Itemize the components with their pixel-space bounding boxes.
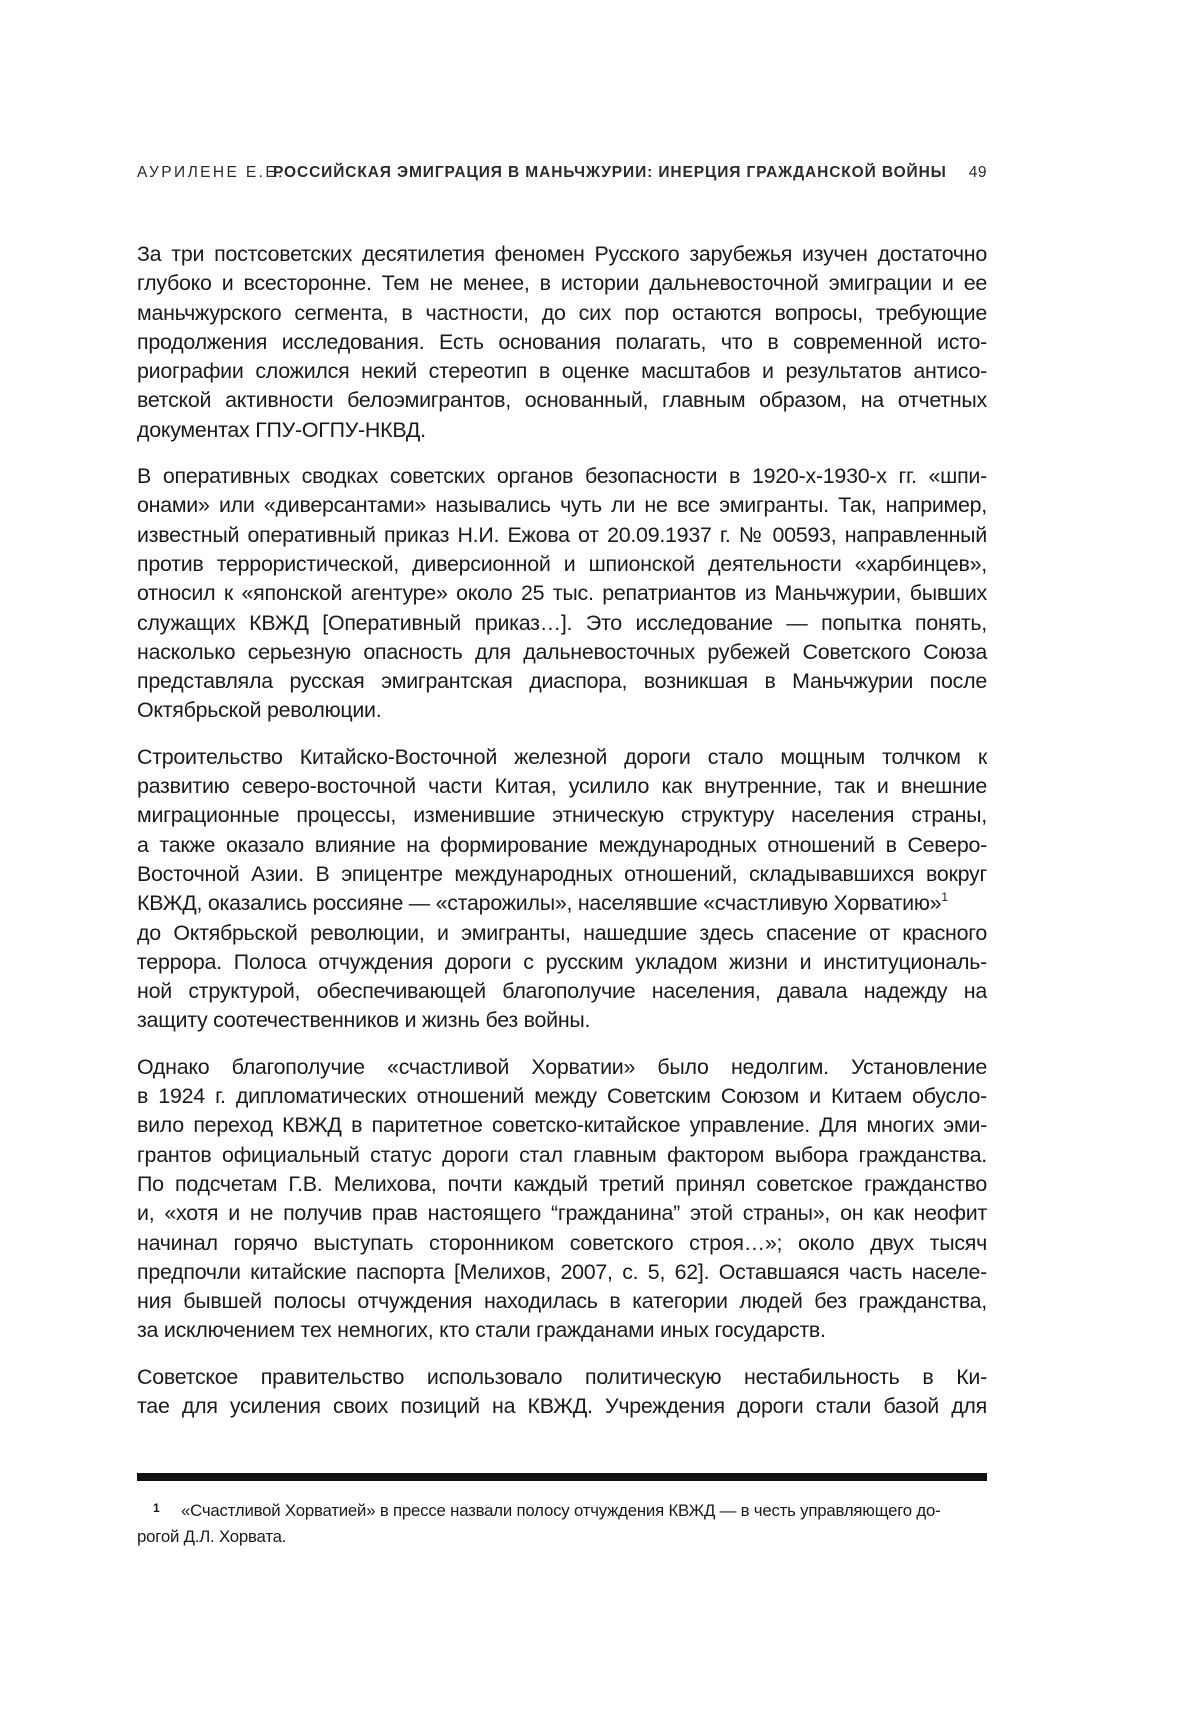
text-line: до Октябрьской революции, и эмигранты, нашедшие здесь спасение от красного — [137, 919, 987, 948]
text-line: в 1924 г. дипломатических отношений между Советским Союзом и Китаем обусло- — [137, 1082, 987, 1111]
text-line: В оперативных сводках советских органов безопасности в 1920-х-1930-х гг. «шпи- — [137, 462, 987, 491]
paragraph-4 — [137, 1053, 987, 1346]
text-line: маньчжурского сегмента, в частности, до сих пор остаются вопросы, требующие — [137, 299, 987, 328]
footnote-reference[interactable]: 1 — [941, 890, 947, 904]
text-line: миграционные процессы, изменившие этническую структуру населения страны, — [137, 801, 987, 830]
text-line: представляла русская эмигрантская диаспора, возникшая в Маньчжурии после — [137, 667, 987, 696]
text-line: предпочли китайские паспорта [Мелихов, 2007, с. 5, 62]. Оставшаяся часть населе- — [137, 1258, 987, 1287]
text-line: Советское правительство использовало политическую нестабильность в Ки- — [137, 1363, 987, 1392]
footnote-line: рогой Д.Л. Хорвата. — [137, 1524, 987, 1550]
text-line — [137, 889, 987, 918]
text-line: служащих КВЖД [Оперативный приказ…]. Это исследование — попытка понять, — [137, 609, 987, 638]
footnote-number: 1 — [153, 1495, 159, 1521]
page-number: 49 — [969, 164, 987, 182]
text-line: ния бывшей полосы отчуждения находилась в категории людей без гражданства, — [137, 1287, 987, 1316]
text-line: онами» или «диверсантами» назывались чуть ли не все эмигранты. Так, например, — [137, 491, 987, 520]
header-author: АУРИЛЕНЕ Е.Е. — [137, 164, 285, 182]
text-line: Однако благополучие «счастливой Хорватии» было недолгим. Установление — [137, 1053, 987, 1082]
paragraph-3 — [137, 743, 987, 1036]
paragraph-2 — [137, 462, 987, 726]
text-line: за исключением тех немногих, кто стали гражданами иных государств. — [137, 1316, 987, 1345]
text-line: глубоко и всесторонне. Тем не менее, в истории дальневосточной эмиграции и ее — [137, 269, 987, 298]
text-line: и, «хотя и не получив прав настоящего “гражданина” этой страны», он как неофит — [137, 1199, 987, 1228]
paragraph-1 — [137, 240, 987, 445]
text-line: ной структурой, обеспечивающей благополучие населения, давала надежду на — [137, 977, 987, 1006]
text-line: ветской активности белоэмигрантов, основанный, главным образом, на отчетных — [137, 386, 987, 415]
text-line: Октябрьской революции. — [137, 696, 987, 725]
text-line: защиту соотечественников и жизнь без войны. — [137, 1006, 987, 1035]
text-line: а также оказало влияние на формирование международных отношений в Северо- — [137, 831, 987, 860]
text-line: известный оперативный приказ Н.И. Ежова от 20.09.1937 г. № 00593, направленный — [137, 521, 987, 550]
text-line: Восточной Азии. В эпицентре международных отношений, складывавшихся вокруг — [137, 860, 987, 889]
text-line: против террористической, диверсионной и шпионской деятельности «харбинцев», — [137, 550, 987, 579]
text-line: документах ГПУ-ОГПУ-НКВД. — [137, 416, 987, 445]
footnote-line: «Счастливой Хорватией» в прессе назвали полосу отчуждения КВЖД — в честь управляющего до- — [137, 1498, 987, 1524]
header-article-title: РОССИЙСКАЯ ЭМИГРАЦИЯ В МАНЬЧЖУРИИ: ИНЕРЦИЯ ГРАЖДАНСКОЙ ВОЙНЫ — [273, 164, 947, 182]
text-line: насколько серьезную опасность для дальневосточных рубежей Советского Союза — [137, 638, 987, 667]
text-line: вило переход КВЖД в паритетное советско-китайское управление. Для многих эми- — [137, 1111, 987, 1140]
text-line: продолжения исследования. Есть основания полагать, что в современной исто- — [137, 328, 987, 357]
paragraph-5 — [137, 1363, 987, 1422]
footnote-divider — [137, 1473, 987, 1481]
footnote — [137, 1498, 987, 1550]
text-line: риографии сложился некий стереотип в оценке масштабов и результатов антисо- — [137, 357, 987, 386]
text-line-content: КВЖД, оказались россияне — «старожилы», населявшие «счастливую Хорватию» — [137, 891, 941, 915]
text-line: террора. Полоса отчуждения дороги с русским укладом жизни и институциональ- — [137, 948, 987, 977]
text-line: За три постсоветских десятилетия феномен Русского зарубежья изучен достаточно — [137, 240, 987, 269]
text-line: тае для усиления своих позиций на КВЖД. Учреждения дороги стали базой для — [137, 1392, 987, 1421]
text-line: начинал горячо выступать сторонником советского строя…»; около двух тысяч — [137, 1229, 987, 1258]
text-line: относил к «японской агентуре» около 25 тыс. репатриантов из Маньчжурии, бывших — [137, 579, 987, 608]
text-line: грантов официальный статус дороги стал главным фактором выбора гражданства. — [137, 1141, 987, 1170]
article-body — [137, 240, 987, 1438]
running-header — [137, 164, 987, 188]
text-line: Строительство Китайско-Восточной железной дороги стало мощным толчком к — [137, 743, 987, 772]
text-line: По подсчетам Г.В. Мелихова, почти каждый третий принял советское гражданство — [137, 1170, 987, 1199]
text-line: развитию северо-восточной части Китая, усилило как внутренние, так и внешние — [137, 772, 987, 801]
